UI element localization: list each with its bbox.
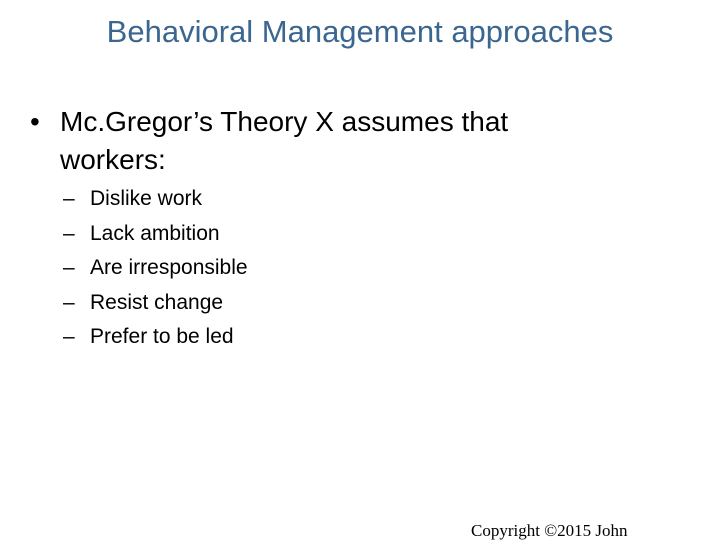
dash-marker: –	[63, 187, 75, 210]
sub-bullet-list	[63, 182, 463, 355]
dash-marker: –	[63, 325, 75, 348]
sub-bullet-text: Prefer to be led	[90, 325, 234, 348]
sub-bullet-item	[63, 286, 463, 321]
sub-bullet-text: Are irresponsible	[90, 256, 248, 279]
bullet-marker: •	[30, 106, 40, 137]
dash-marker: –	[63, 256, 75, 279]
sub-bullet-item	[63, 182, 463, 217]
main-bullet-text: Mc.Gregor’s Theory X assumes that workers:	[60, 106, 509, 175]
slide-title: Behavioral Management approaches	[106, 14, 614, 49]
sub-bullet-text: Dislike work	[90, 187, 203, 210]
dash-marker: –	[63, 290, 75, 314]
sub-bullet-item	[63, 320, 463, 355]
sub-bullet-text: Lack ambition	[90, 221, 220, 245]
dash-marker: –	[63, 221, 75, 245]
copyright-footer: Copyright ©2015 John	[471, 521, 628, 540]
sub-bullet-text: Resist change	[90, 290, 224, 314]
sub-bullet-item	[63, 217, 463, 252]
sub-bullet-item	[63, 251, 463, 286]
